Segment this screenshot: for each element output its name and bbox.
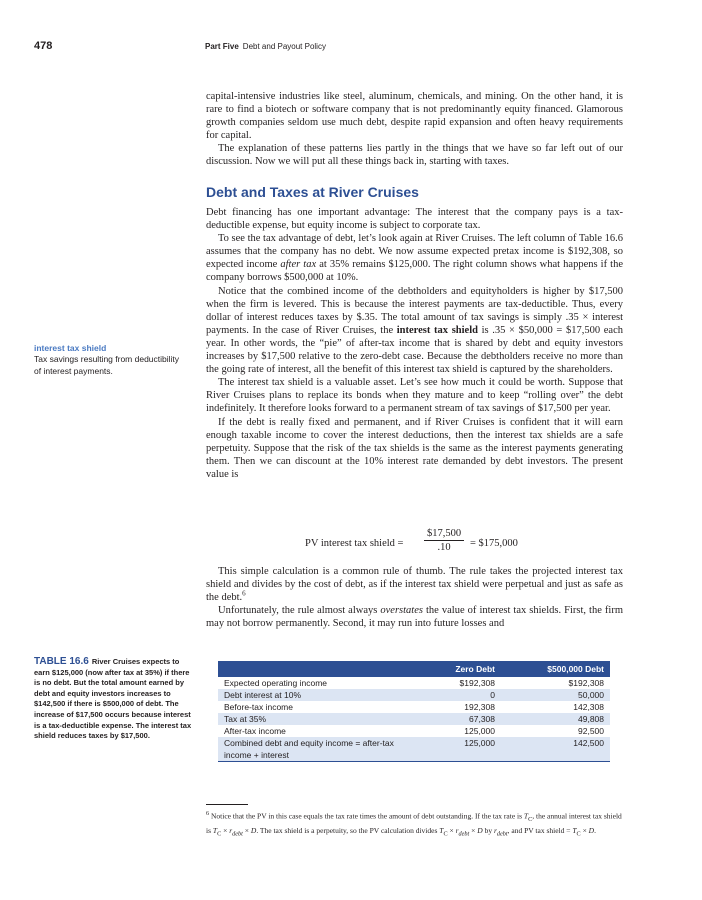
after-equation-paragraph-1: This simple calculation is a common rule of thumb. The rule takes the projected interest tax shield and divides by the cost of debt, as if the interest tax shield were perpetual and just as safe as the debt.$^6$ [206, 566, 623, 604]
equation-right: = $175,000 [470, 538, 518, 549]
intro-text [206, 90, 623, 169]
equation-fraction [424, 527, 464, 554]
table-row: Combined debt and equity income = after-tax income + interest 125,000 142,500 [218, 737, 610, 761]
table-row: Expected operating income $192,308 $192,308 [224, 678, 604, 688]
margin-term: interest tax shield [34, 343, 107, 353]
table-row: Debt interest at 10% 0 50,000 [218, 689, 610, 701]
part-label: Part Five [205, 42, 239, 51]
after-equation-text [206, 565, 623, 630]
section-paragraph-5: If the debt is really fixed and permanent, and if River Cruises is confident that it will earn enough taxable income to cover the interest deductions, then the interest tax shields are a safe perpetuity. Suppose that the risk of the tax shields is the same as the interest payments generating them. Then we can discount at the 10% interest rate demanded by debt investors. The present value is [206, 416, 623, 480]
table-header [218, 661, 610, 677]
equation-denominator: .10 [437, 542, 451, 553]
table-row: After-tax income 125,000 92,500 [224, 726, 604, 736]
after-equation-paragraph-2: Unfortunately, the rule almost always overstates the value of interest tax shields. First, the firm may not borrow permanently. Second, it may run into future losses and [206, 605, 624, 630]
column-header-500k-debt: $500,000 Debt [547, 664, 604, 674]
table-caption-text: River Cruises expects to earn $125,000 (now after tax at 35%) if there is no debt. But the total amount earned by debt and equity investors increases to $142,500 if there is $500,000 of debt. The increase of $17,500 occurs because interest is a tax-deductible expense. The interest tax shield reduces taxes by $17,500. [34, 657, 192, 741]
key-term-interest-tax-shield: interest tax shield [396, 324, 478, 336]
table-caption [34, 657, 196, 742]
intro-paragraph-1: capital-intensive industries like steel, aluminum, chemicals, and mining. On the other hand, it is rare to find a biotech or software company that is not predominantly equity financed. Glamorous growth companies seldom use much debt, despite rapid expansion and often heavy requirements for capital. [206, 91, 623, 142]
pv-equation [206, 526, 623, 560]
column-header-zero-debt: Zero Debt [455, 664, 495, 674]
section-paragraph-3: Notice that the combined income of the debtholders and equityholders is higher by $17,500 when the firm is levered. This is because the interest payments are tax-deductible. Thus, every dollar of interest reduces taxes by $.35. The total amount of tax savings is simply .35 × interest payments. In the case of River Cruises, the interest tax shield is .35 × $50,000 = $17,500 each year. In other words, the “pie” of after-tax income that is shared by debt and equity investors increases by $17,500 relative to the zero-debt case. Because the debtholders receive no more than the going rate of interest, all the benefit of this interest tax shield is captured by the shareholders. [206, 285, 623, 376]
section-heading: Debt and Taxes at River Cruises [206, 184, 419, 200]
section-paragraph-2: To see the tax advantage of debt, let’s look again at River Cruises. The left column of Table 16.6 assumes that the company has no debt. We now assume expected pretax income is $192,308, so expected income after tax at 35% remains $125,000. The right column shows what happens if the company borrows $500,000 at 10%. [206, 233, 623, 284]
equation-left: PV interest tax shield = [305, 538, 404, 549]
table-row: Tax at 35% 67,308 49,808 [218, 713, 610, 725]
table-number: TABLE 16.6 [34, 656, 89, 667]
page-number: 478 [34, 40, 53, 52]
section-paragraph-1: Debt financing has one important advantage: The interest that the company pays is a tax-deductible expense, but equity income is subject to corporate tax. [206, 207, 623, 232]
table-16-6 [218, 661, 610, 762]
section-paragraph-4: The interest tax shield is a valuable asset. Let’s see how much it could be worth. Suppose that River Cruises plans to replace its bonds when they mature and to keep “rolling over” the debt indefinitely. It therefore looks forward to a permanent stream of tax savings of $17,500 per year. [206, 377, 623, 415]
running-header [205, 42, 326, 51]
footnote-ref: 6 [242, 589, 246, 598]
footnote-divider [206, 804, 248, 805]
section-text [206, 206, 623, 481]
margin-definition: Tax savings resulting from deductibility of interest payments. [34, 354, 180, 376]
intro-paragraph-2: The explanation of these patterns lies partly in the things that we have so far left out of our discussion. Now we will put all these things back in, starting with taxes. [206, 143, 623, 168]
table-bottom-rule [218, 761, 610, 762]
footnote: $^6$ Notice that the PV in this case equals the tax rate times the amount of debt outstanding. If the tax rate is $T_C$, the annual interest tax shield is $T_C \times r_{debt} \times D$. The tax shield is a perpetuity, so the PV calculation divides $T_C \times r_{debt} \times D$ by $r_{debt}$, and PV tax shield = $T_C \times D$. [206, 810, 622, 838]
part-title: Debt and Payout Policy [242, 42, 326, 51]
table-row: Before-tax income 192,308 142,308 [224, 702, 604, 712]
equation-numerator: $17,500 [424, 527, 464, 541]
